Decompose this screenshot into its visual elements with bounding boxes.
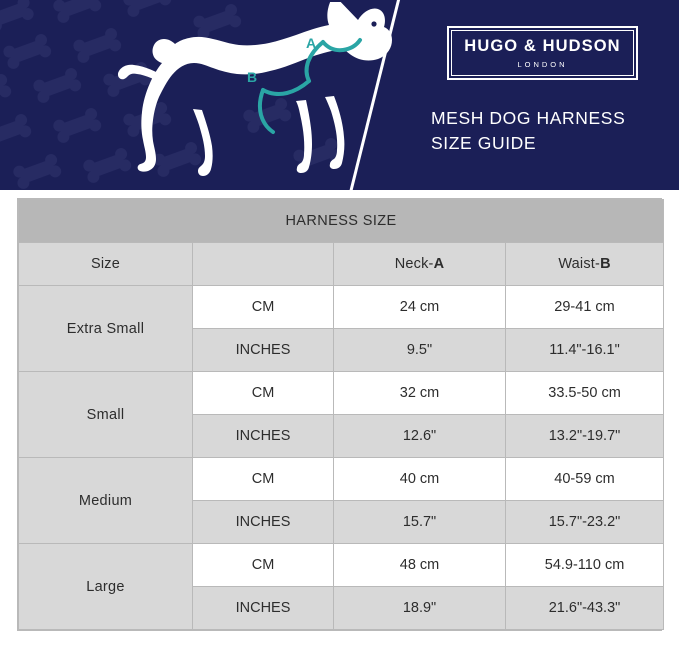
row-waist-cm: 40-59 cm: [506, 458, 664, 501]
brand-subtitle: LONDON: [517, 59, 568, 69]
row-unit-inches: INCHES: [193, 501, 334, 544]
measure-label-b: B: [247, 69, 258, 85]
row-size-name: Medium: [19, 458, 193, 544]
page-title: [431, 106, 667, 157]
row-unit-inches: INCHES: [193, 587, 334, 630]
dog-illustration: [110, 2, 410, 188]
header-size: Size: [19, 243, 193, 286]
row-waist-cm: 29-41 cm: [506, 286, 664, 329]
header-neck-letter: A: [433, 256, 445, 272]
row-unit-inches: INCHES: [193, 415, 334, 458]
row-waist-inches: 11.4"-16.1": [506, 329, 664, 372]
row-waist-cm: 33.5-50 cm: [506, 372, 664, 415]
row-waist-inches: 13.2"-19.7": [506, 415, 664, 458]
row-neck-cm: 24 cm: [334, 286, 506, 329]
table-row: [19, 372, 664, 415]
header-waist-label: Waist-: [558, 256, 601, 272]
brand-name: HUGO & HUDSON: [464, 37, 621, 56]
size-table: [18, 199, 664, 630]
table-header-row: [19, 243, 664, 286]
page-title-line2: SIZE GUIDE: [431, 133, 537, 154]
row-waist-inches: 21.6"-43.3": [506, 587, 664, 630]
header-neck-label: Neck-: [394, 256, 434, 272]
page-title-line1: MESH DOG HARNESS: [431, 108, 626, 128]
row-size-name: Extra Small: [19, 286, 193, 372]
row-neck-inches: 9.5": [334, 329, 506, 372]
measure-label-a: A: [306, 35, 317, 51]
row-waist-cm: 54.9-110 cm: [506, 544, 664, 587]
row-unit-cm: CM: [193, 458, 334, 501]
row-unit-cm: CM: [193, 372, 334, 415]
row-unit-inches: INCHES: [193, 329, 334, 372]
header-waist: [506, 243, 664, 286]
header-neck: [334, 243, 506, 286]
table-caption-row: [19, 200, 664, 243]
row-unit-cm: CM: [193, 544, 334, 587]
row-size-name: Large: [19, 544, 193, 630]
header-waist-letter: B: [600, 256, 611, 272]
header-banner: [0, 0, 679, 190]
row-neck-inches: 18.9": [334, 587, 506, 630]
size-table-container: [17, 198, 662, 631]
table-row: [19, 458, 664, 501]
table-row: [19, 286, 664, 329]
brand-logo: [447, 26, 638, 80]
row-size-name: Small: [19, 372, 193, 458]
table-caption: HARNESS SIZE: [19, 200, 664, 243]
row-neck-cm: 48 cm: [334, 544, 506, 587]
row-neck-cm: 32 cm: [334, 372, 506, 415]
table-row: [19, 544, 664, 587]
row-neck-inches: 15.7": [334, 501, 506, 544]
row-waist-inches: 15.7"-23.2": [506, 501, 664, 544]
header-unit: [193, 243, 334, 286]
row-unit-cm: CM: [193, 286, 334, 329]
row-neck-inches: 12.6": [334, 415, 506, 458]
row-neck-cm: 40 cm: [334, 458, 506, 501]
